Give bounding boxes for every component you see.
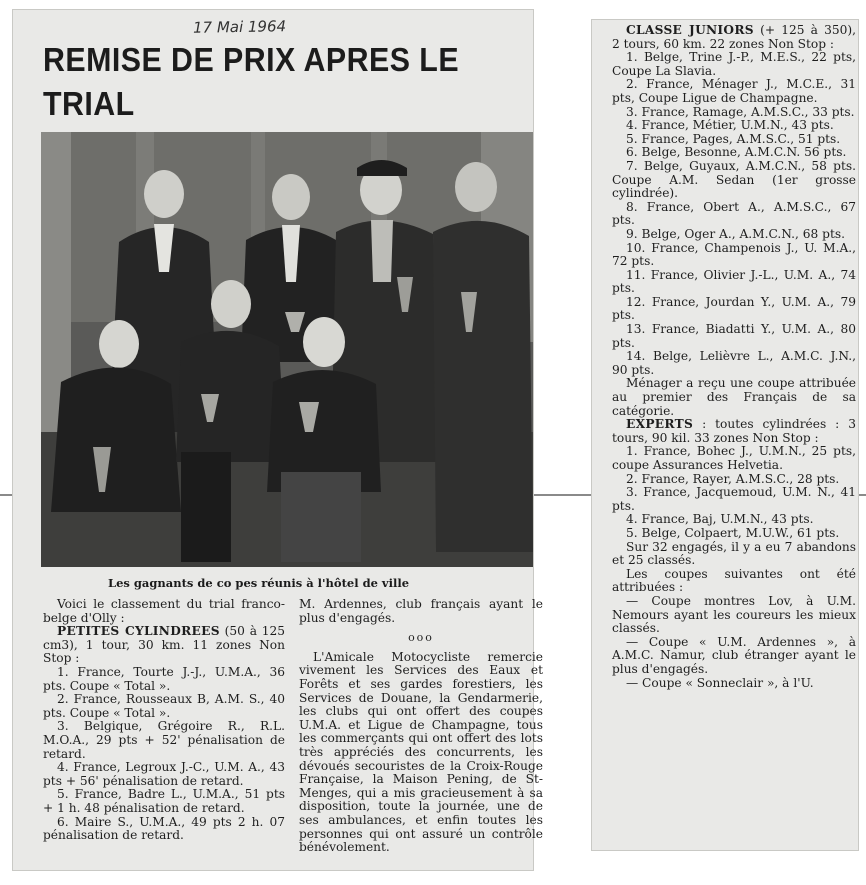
result-line: 10. France, Champenois J., U. M.A., 72 pts. — [612, 240, 856, 269]
carry-over-paragraph: M. Ardennes, club français ayant le plus d'engagés. — [299, 597, 543, 625]
result-line: 14. Belge, Lelièvre L., A.M.C. J.N., 90 pts. — [612, 349, 856, 377]
result-line: 11. France, Olivier J.-L., U.M. A., 74 pts. — [612, 267, 856, 296]
experts-heading — [612, 418, 856, 445]
result-line: 4. France, Baj, U.M.N., 43 pts. — [626, 512, 814, 527]
group-photo-drawing — [41, 132, 533, 567]
result-line: 4. France, Métier, U.M.N., 43 pts. — [626, 118, 834, 133]
result-line: 7. Belge, Guyaux, A.M.C.N., 58 pts. Coupe A.M. Sedan (1er grosse cylindrée). — [612, 158, 856, 201]
result-line: 3. Belgique, Grégoire R., R.L. M.O.A., 29 pts + 52' pénalisation de retard. — [43, 719, 285, 761]
column-2 — [299, 598, 543, 855]
column-3 — [612, 24, 856, 690]
column-1 — [43, 598, 285, 843]
result-line: 6. Maire S., U.M.A., 49 pts 2 h. 07 pénalisation de retard. — [43, 814, 285, 843]
result-line: 1. France, Tourte J.-J., U.M.A., 36 pts. Coupe « Total ». — [43, 664, 285, 693]
result-line: 6. Belge, Besonne, A.M.C.N. 56 pts. — [626, 145, 847, 160]
result-line: 2. France, Ménager J., M.C.E., 31 pts, Coupe Ligue de Champagne. — [612, 77, 856, 105]
result-line: 4. France, Legroux J.-C., U.M. A., 43 pts + 56' pénalisation de retard. — [43, 760, 285, 788]
summary-paragraph: Sur 32 engagés, il y a eu 7 abandons et 25 classés. — [612, 539, 856, 568]
category-details: (+ 125 à 350), 2 tours, 60 km. 22 zones Non Stop : — [612, 23, 857, 51]
result-line: 13. France, Biadatti Y., U.M. A., 80 pts. — [612, 322, 856, 350]
result-line: 2. France, Rousseaux B, A.M. S., 40 pts. Coupe « Total ». — [43, 692, 285, 720]
menager-note: Ménager a reçu une coupe attribuée au premier des Français de sa catégorie. — [612, 376, 856, 418]
result-line: 1. France, Bohec J., U.M.N., 25 pts, coupe Assurances Helvetia. — [612, 444, 856, 472]
result-line: 1. Belge, Trine J.-P., M.E.S., 22 pts, Coupe La Slavia. — [612, 50, 856, 78]
photo-caption: Les gagnants de co pes réunis à l'hôtel de ville — [108, 576, 410, 590]
result-line: 9. Belge, Oger A., A.M.C.N., 68 pts. — [626, 226, 845, 241]
section-separator: ooo — [408, 631, 434, 645]
result-line: 8. France, Obert A., A.M.S.C., 67 pts. — [612, 199, 856, 228]
intro-paragraph: Voici le classement du trial franco-belge d'Olly : — [43, 597, 285, 625]
result-line: 3. France, Jacquemoud, U.M. N., 41 pts. — [612, 485, 856, 513]
group-photo — [41, 132, 533, 567]
category-details: (50 à 125 cm3), 1 tour, 30 km. 11 zones Non Stop : — [43, 624, 286, 666]
result-line: 5. France, Badre L., U.M.A., 51 pts + 1 h. 48 pénalisation de retard. — [43, 787, 285, 815]
cup-line: — Coupe « Sonneclair », à l'U. — [626, 675, 814, 690]
category-details: : toutes cylindrées : 3 tours, 90 kil. 33 zones Non Stop : — [612, 417, 856, 445]
result-line: 5. France, Pages, A.M.S.C., 51 pts. — [626, 131, 841, 146]
result-line: 3. France, Ramage, A.M.S.C., 33 pts. — [626, 104, 855, 119]
result-line: 12. France, Jourdan Y., U.M. A., 79 pts. — [612, 294, 856, 323]
cups-intro: Les coupes suivantes ont été attribuées : — [612, 566, 856, 595]
handwritten-date: 17 Mai 1964 — [192, 17, 287, 37]
thanks-paragraph: L'Amicale Motocycliste remercie vivement les Services des Eaux et Forêts et ses gardes forestiers, les Services de Douane, la Gendarmerie, les clubs qui ont offert des coupes U.M.A. et Ligue de Champagne, tous les commerçants qui ont offert des lots très appréciés des concurrents, les dévoués secouristes de la Croix-Rouge Française, la Maison Pening, de St-Menges, qui a mis gracieusement à sa disposition, toute la journée, une de ses ambulances, et enfin toutes les personnes qui ont assuré un contrôle bénévolement. — [299, 649, 543, 855]
category-title: CLASSE JUNIORS — [626, 23, 754, 37]
clipping-main — [13, 10, 543, 870]
category-title: EXPERTS — [626, 417, 694, 432]
cup-line: — Coupe montres Lov, à U.M. Nemours ayant les coureurs les mieux classés. — [612, 593, 856, 636]
headline-line-1: REMISE DE PRIX APRES LE TRIAL — [43, 41, 460, 122]
result-line: 2. France, Rayer, A.M.S.C., 28 pts. — [626, 471, 840, 486]
category-title: PETITES CYLINDREES — [57, 624, 220, 639]
cup-line: — Coupe « U.M. Ardennes », à A.M.C. Namur, club étranger ayant le plus d'engagés. — [612, 634, 856, 676]
petites-cylindrees-heading — [43, 625, 285, 666]
juniors-heading — [612, 24, 856, 51]
result-line: 5. Belge, Colpaert, M.U.W., 61 pts. — [626, 525, 840, 540]
